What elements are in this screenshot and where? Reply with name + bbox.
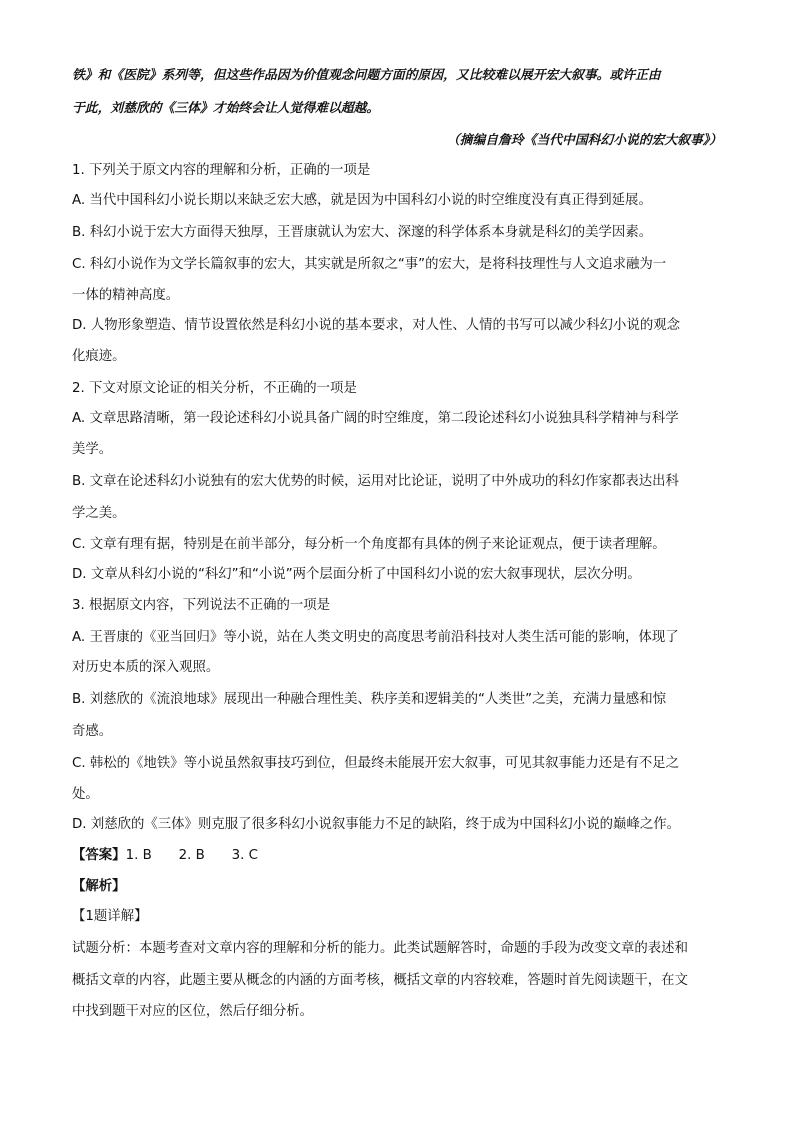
question-1-option-b: B. 科幻小说于宏大方面得天独厚，王晋康就认为宏大、深邃的科学体系本身就是科幻的美学因素。 [72, 225, 653, 240]
question-2-stem: 2. 下文对原文论证的相关分析，不正确的一项是 [72, 381, 357, 396]
question-3-stem: 3. 根据原文内容，下列说法不正确的一项是 [72, 598, 331, 613]
question-2-option-b-cont: 学之美。 [72, 506, 126, 521]
passage-source: （摘编自詹玲《当代中国科幻小说的宏大叙事》） [446, 133, 722, 148]
question-2-option-a-cont: 美学。 [72, 442, 113, 457]
question-3-option-b: B. 刘慈欣的《流浪地球》展现出一种融合理性美、秩序美和逻辑美的“人类世”之美，充满力量感和惊 [72, 692, 666, 707]
question-3-option-a: A. 王晋康的《亚当回归》等小说，站在人类文明史的高度思考前沿科技对人类生活可能的影响，体现了 [72, 630, 679, 645]
analysis-detail-label: 【1题详解】 [72, 909, 148, 924]
passage-line-2: 于此，刘慈欣的《三体》才始终会让人觉得难以超越。 [72, 101, 380, 116]
question-3-option-a-cont: 对历史本质的深入观照。 [72, 660, 220, 675]
question-1-option-d-cont: 化痕迹。 [72, 349, 126, 364]
question-1-stem: 1. 下列关于原文内容的理解和分析，正确的一项是 [72, 163, 371, 178]
question-3-option-d: D. 刘慈欣的《三体》则克服了很多科幻小说叙事能力不足的缺陷，终于成为中国科幻小说的巅峰之作。 [72, 817, 681, 832]
analysis-label: 【解析】 [72, 879, 126, 894]
question-1-option-c: C. 科幻小说作为文学长篇叙事的宏大，其实就是所叙之“事”的宏大，是将科技理性与人文追求融为一 [72, 257, 667, 272]
question-3-option-b-cont: 奇感。 [72, 724, 113, 739]
analysis-line-1: 试题分析：本题考查对文章内容的理解和分析的能力。此类试题解答时，命题的手段为改变文章的表述和 [72, 941, 688, 956]
analysis-line-2: 概括文章的内容，此题主要从概念的内涵的方面考核，概括文章的内容较难，答题时首先阅读题干，在文 [72, 973, 688, 988]
question-2-option-d: D. 文章从科幻小说的“科幻”和“小说”两个层面分析了中国科幻小说的宏大叙事现状，层次分明。 [72, 567, 641, 582]
question-1-option-a: A. 当代中国科幻小说长期以来缺乏宏大感，就是因为中国科幻小说的时空维度没有真正得到延展。 [72, 193, 652, 208]
question-2-option-a: A. 文章思路清晰，第一段论述科幻小说具备广阔的时空维度，第二段论述科幻小说独具科学精神与科学 [72, 411, 679, 426]
question-1-option-c-cont: 一体的精神高度。 [72, 288, 180, 303]
passage-line-1: 铁》和《医院》系列等，但这些作品因为价值观念问题方面的原因，又比较难以展开宏大叙事。或许正由 [72, 68, 661, 83]
answer-items: 1. B 2. B 3. C [125, 848, 258, 863]
question-1-option-d: D. 人物形象塑造、情节设置依然是科幻小说的基本要求，对人性、人情的书写可以减少科幻小说的观念 [72, 318, 681, 333]
question-3-option-c: C. 韩松的《地铁》等小说虽然叙事技巧到位，但最终未能展开宏大叙事，可见其叙事能力还是有不足之 [72, 756, 680, 771]
question-3-option-c-cont: 处。 [72, 787, 99, 802]
question-2-option-b: B. 文章在论述科幻小说独有的宏大优势的时候，运用对比论证，说明了中外成功的科幻作家都表达出科 [72, 474, 679, 489]
question-2-option-c: C. 文章有理有据，特别是在前半部分，每分析一个角度都有具体的例子来论证观点，便于读者理解。 [72, 537, 666, 552]
analysis-line-3: 中找到题干对应的区位，然后仔细分析。 [72, 1004, 314, 1019]
answer-line [72, 846, 722, 866]
answer-label: 【答案】 [72, 848, 126, 863]
